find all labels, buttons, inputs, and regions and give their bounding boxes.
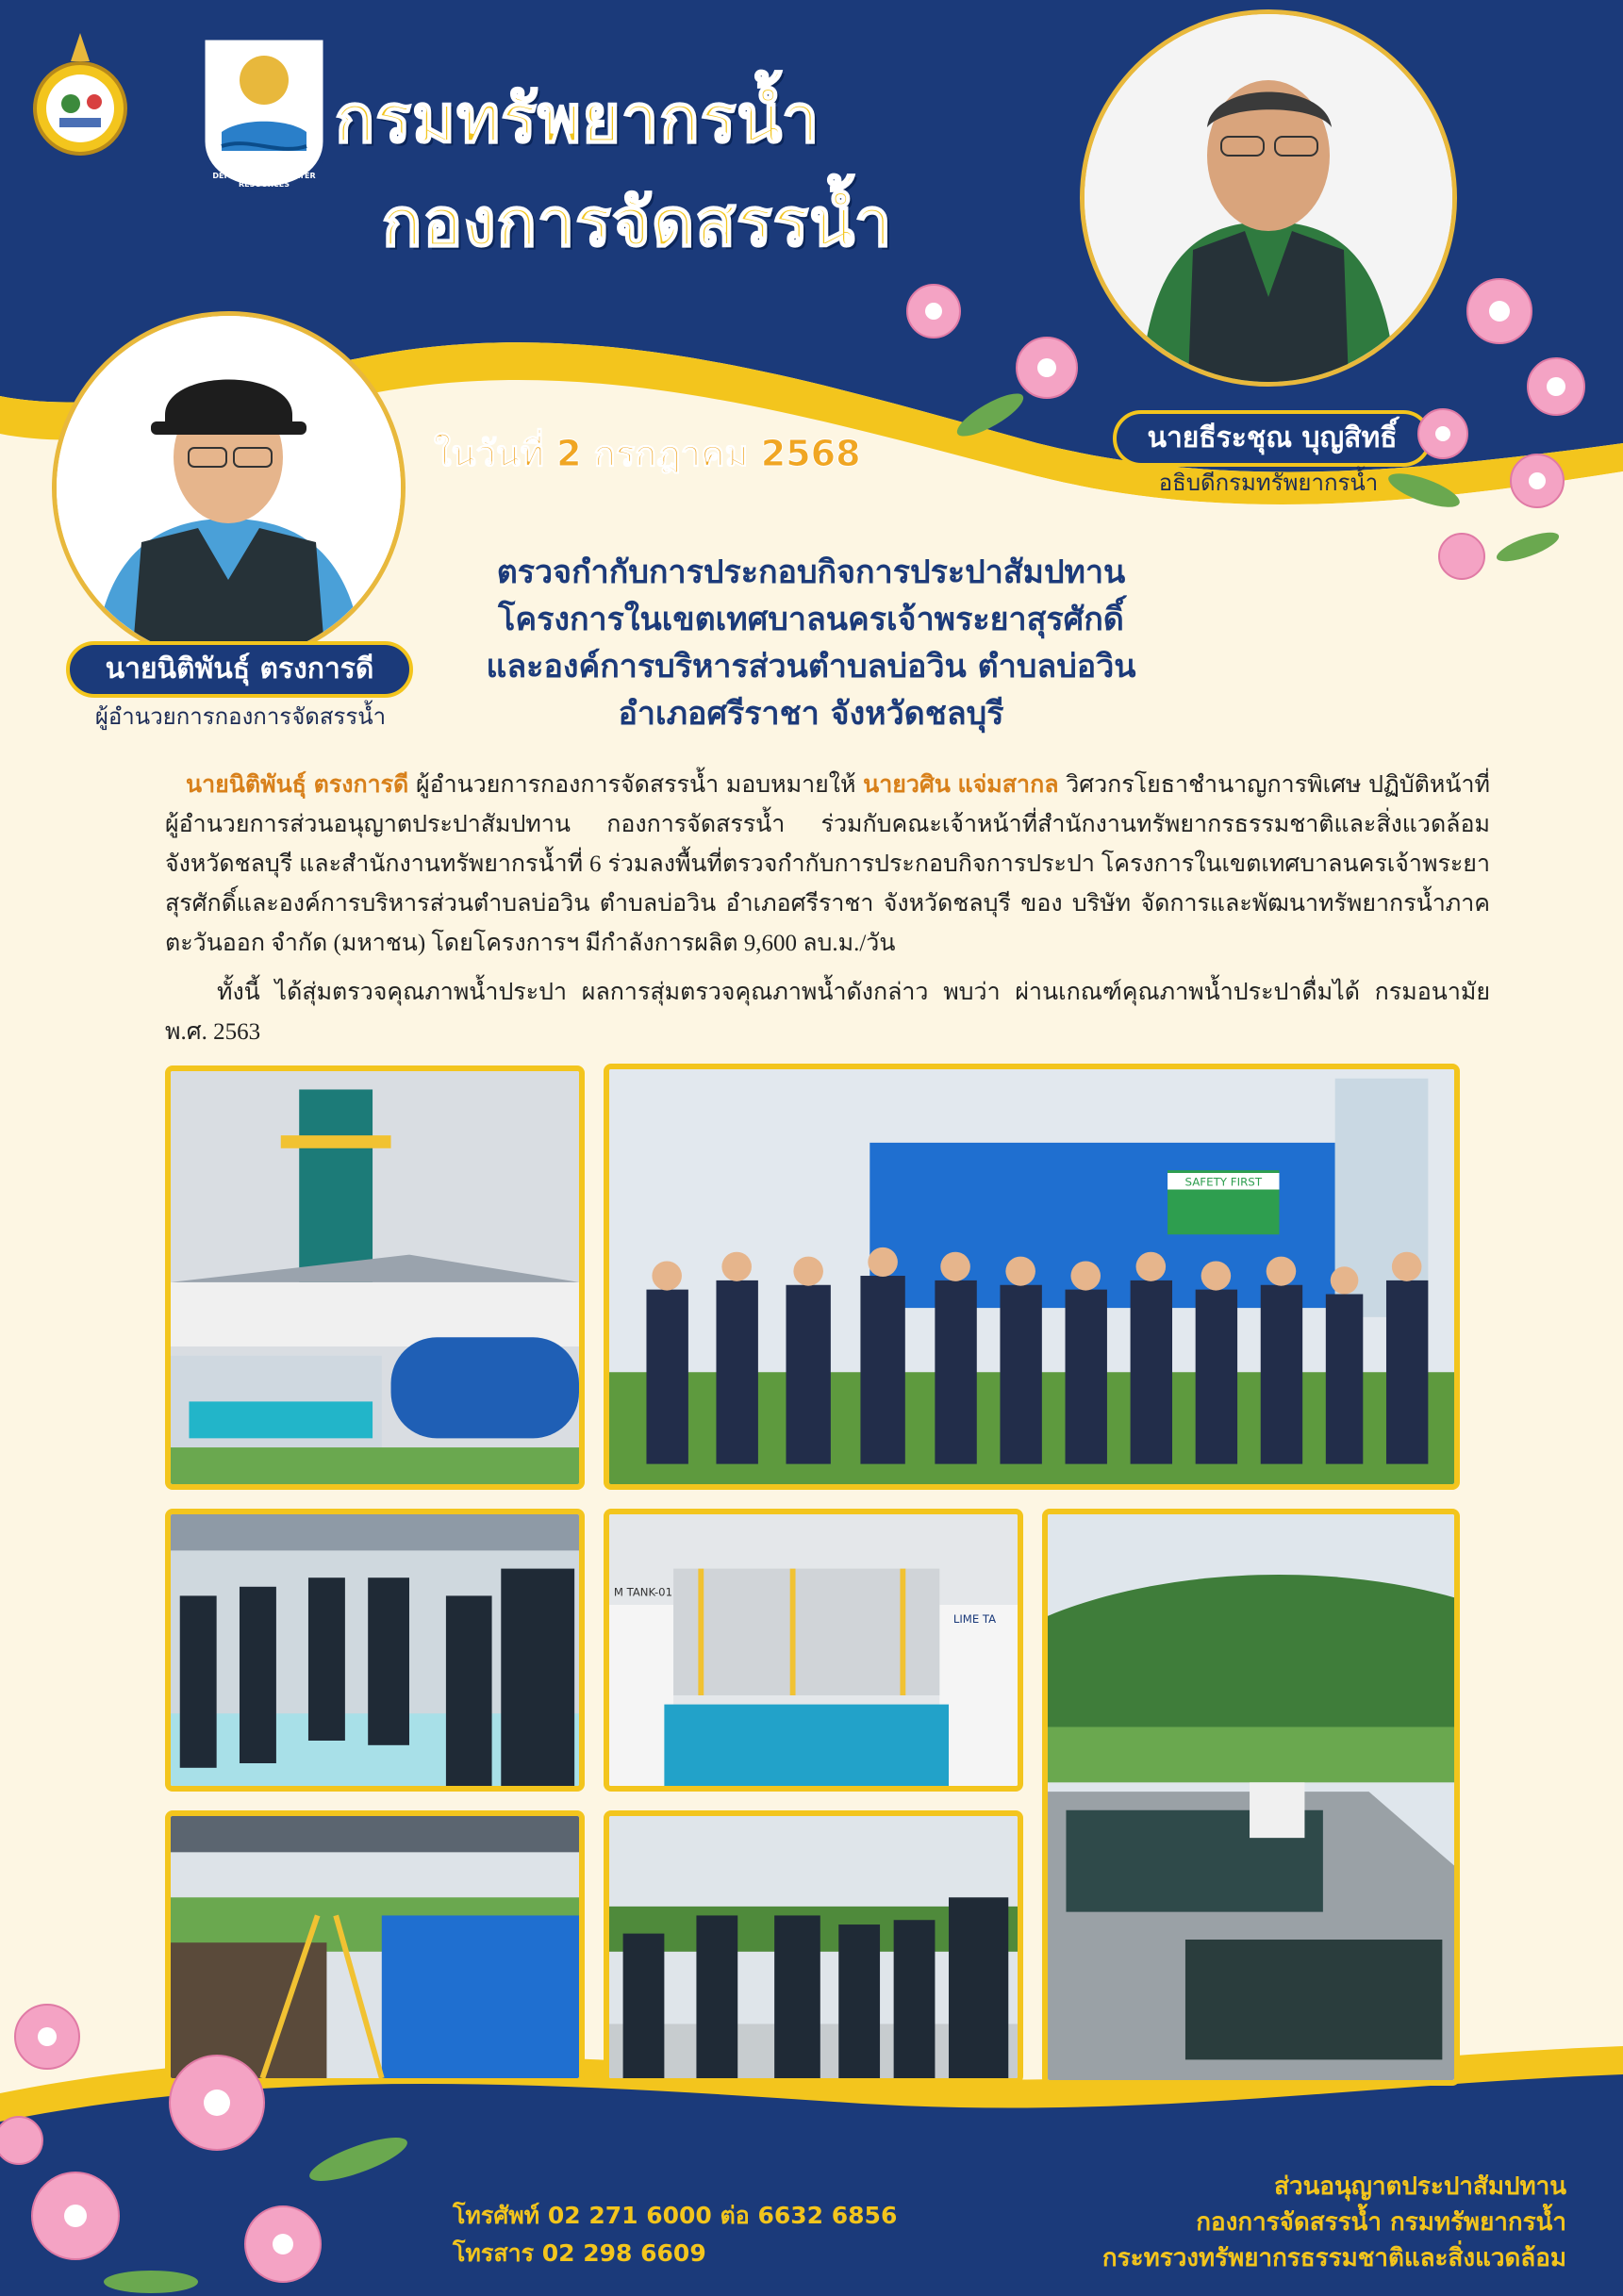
director-general-name: นายธีระชุณ บุญสิทธิ์ — [1113, 410, 1432, 467]
page-title-line1: กรมทรัพยากรน้ำ — [335, 80, 820, 157]
division-director-name: นายนิติพันธุ์ ตรงการดี — [66, 641, 413, 698]
director-general-position: อธิบดีกรมทรัพยากรน้ำ — [1158, 470, 1379, 496]
provincial-emblem-logo — [28, 28, 132, 160]
sign-tank: M TANK-01 — [613, 1585, 672, 1599]
photo-group-outdoor — [604, 1810, 1023, 2084]
footer-org-line2: กองการจัดสรรน้ำ กรมทรัพยากรน้ำ — [1196, 2208, 1566, 2237]
logo-english-text: DEPARTMENT OF WATER RESOURCES — [212, 172, 316, 189]
sign-safety-first: SAFETY FIRST — [1184, 1175, 1263, 1189]
headline-line-2: โครงการในเขตเทศบาลนครเจ้าพระยาสุรศักดิ์ — [498, 601, 1124, 638]
headline-line-4: อำเภอศรีราชา จังหวัดชลบุรี — [618, 695, 1004, 733]
footer-org-line1: ส่วนอนุญาตประปาสัมปทาน — [1274, 2172, 1566, 2201]
sign-lime-tank: LIME TA — [952, 1612, 997, 1627]
footer-phone: โทรศัพท์ 02 271 6000 ต่อ 6632 6856 — [453, 2202, 898, 2229]
event-date: ในวันที่ 2 กรกฎาคม 2568 — [434, 433, 861, 474]
footer-org-line3: กระทรวงทรัพยากรธรรมชาติและสิ่งแวดล้อม — [1101, 2244, 1566, 2272]
headline-line-1: ตรวจกำกับการประกอบกิจการประปาสัมปทาน — [496, 553, 1126, 591]
headline — [340, 549, 1283, 737]
footer-contact — [453, 2197, 897, 2272]
photo-inspection-indoor — [165, 1509, 585, 1792]
footer-organization — [1102, 2169, 1566, 2276]
division-director-position: ผู้อำนวยการกองการจัดสรรน้ำ — [94, 703, 387, 730]
photo-group-at-plant — [604, 1064, 1460, 1490]
flower-decoration-bottom — [0, 1999, 434, 2296]
body-paragraph-1 — [165, 766, 1490, 964]
photo-chemical-tanks — [604, 1509, 1023, 1792]
water-resources-logo — [193, 28, 335, 193]
body-paragraph-2: ทั้งนี้ ได้สุ่มตรวจคุณภาพน้ำประปา ผลการสุ่มตรวจคุณภาพน้ำดังกล่าว พบว่า ผ่านเกณฑ์คุณภาพน้ำประปาดื่มได้ กรมอนามัย พ.ศ. 2563 — [165, 980, 1490, 1045]
body-name-nitiphan: นายนิติพันธุ์ ตรงการดี — [186, 772, 409, 798]
page-title-line2: กองการจัดสรรน้ำ — [382, 184, 893, 261]
footer-fax: โทรสาร 02 298 6609 — [453, 2239, 706, 2267]
body-text-2: วิศวกรโยธาชำนาญการพิเศษ ปฏิบัติหน้าที่ผู้อำนวยการส่วนอนุญาตประปาสัมปทาน กองการจัดสรรน้ำ ร่วมกับคณะเจ้าหน้าที่สำนักงานทรัพยากรธรรมชาติและสิ่งแวดล้อมจังหวัดชลบุรี และสำนักงานทรัพยากรน้ำที่ 6 ร่วมลงพื้นที่ตรวจกำกับการประกอบกิจการประปา โครงการในเขตเทศบาลนครเจ้าพระยาสุรศักดิ์และองค์การบริหารส่วนตำบลบ่อวิน ตำบลบ่อวิน อำเภอศรีราชา จังหวัดชลบุรี ของ บริษัท จัดการและพัฒนาทรัพยากรน้ำภาคตะวันออก จำกัด (มหาชน) โดยโครงการฯ มีกำลังการผลิต 9,600 ลบ.ม./วัน — [165, 772, 1490, 956]
photo-water-tower — [165, 1065, 585, 1490]
photo-reservoir — [1042, 1509, 1460, 2086]
headline-line-3: และองค์การบริหารส่วนตำบลบ่อวิน ตำบลบ่อวิน — [486, 648, 1136, 685]
body-name-wasin: นายวศิน แจ่มสากล — [863, 772, 1059, 798]
body-text-1: ผู้อำนวยการกองการจัดสรรน้ำ มอบหมายให้ — [408, 772, 864, 798]
